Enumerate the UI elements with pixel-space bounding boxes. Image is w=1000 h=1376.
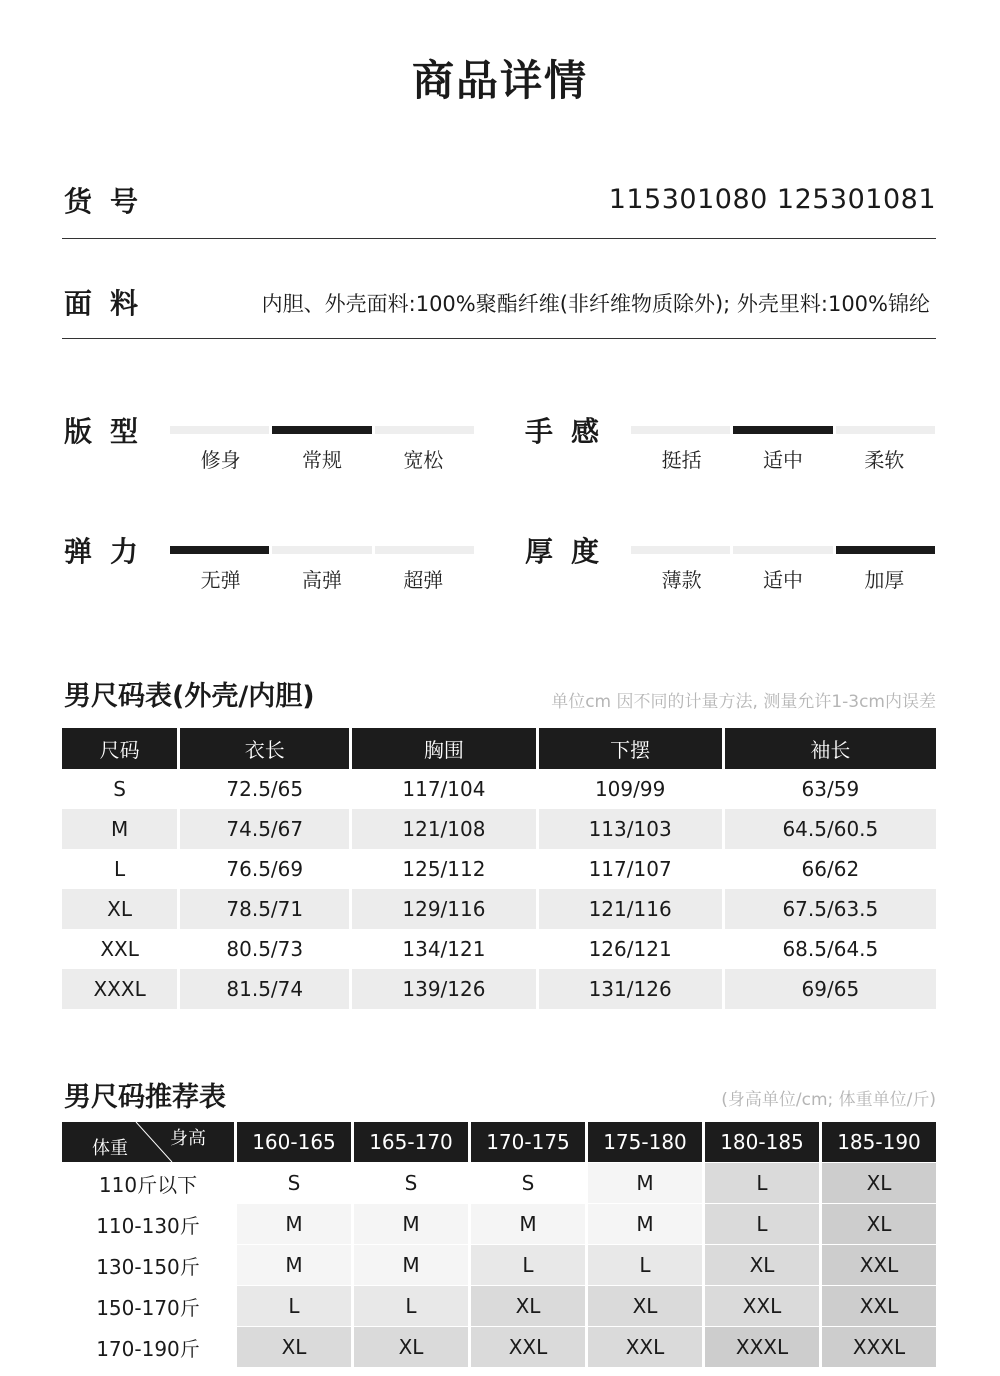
rec-size-cell: L xyxy=(237,1286,351,1326)
size-table-title: 男尺码表(外壳/内胆) xyxy=(64,681,315,712)
size-cell: XXXL xyxy=(62,969,177,1009)
scale-bar xyxy=(375,426,474,434)
page-title: 商品详情 xyxy=(411,56,588,105)
scale-label: 版型 xyxy=(64,415,157,448)
scale-bar-selected xyxy=(170,546,269,554)
scale-options xyxy=(631,564,935,593)
scale-option: 适中 xyxy=(762,568,803,592)
rec-size-cell: M xyxy=(354,1204,468,1244)
corner-weight-label: 体重 xyxy=(92,1138,128,1159)
rec-size-cell: XL xyxy=(471,1286,585,1326)
rec-size-cell: L xyxy=(588,1245,702,1285)
rec-size-cell: S xyxy=(354,1163,468,1203)
table-row xyxy=(62,929,936,969)
scale-bar xyxy=(631,426,730,434)
fabric-row xyxy=(62,280,936,339)
measure-cell: 117/104 xyxy=(402,777,486,801)
rec-size-cell: S xyxy=(237,1163,351,1203)
rec-size-cell: XL xyxy=(237,1327,351,1367)
table-row xyxy=(62,1286,936,1326)
fabric-value: 内胆、外壳面料:100%聚酯纤维(非纤维物质除外); 外壳里料:100%锦纶 xyxy=(261,292,930,316)
rec-size-cell: M xyxy=(354,1245,468,1285)
scale-option: 常规 xyxy=(301,448,342,472)
recommend-table xyxy=(59,1121,939,1368)
measure-cell: 117/107 xyxy=(588,857,672,881)
height-col-header: 160-165 xyxy=(237,1122,351,1162)
height-col-header: 180-185 xyxy=(705,1122,819,1162)
sku-row xyxy=(62,180,936,239)
thickness-scale xyxy=(523,530,935,600)
rec-size-cell: XL xyxy=(822,1163,936,1203)
size-table-note: 单位cm 因不同的计量方法, 测量允许1-3cm内误差 xyxy=(551,692,936,712)
elasticity-scale xyxy=(62,530,474,600)
scale-bar-track xyxy=(631,426,935,434)
table-row xyxy=(62,1245,936,1285)
table-row xyxy=(62,1327,936,1367)
rec-size-cell: S xyxy=(471,1163,585,1203)
measure-cell: 131/126 xyxy=(539,969,722,1009)
rec-size-cell: XXL xyxy=(822,1245,936,1285)
weight-cell: 130-150斤 xyxy=(62,1245,234,1285)
size-col-header: 尺码 xyxy=(62,728,177,769)
measure-cell: 109/99 xyxy=(594,777,666,801)
table-row xyxy=(62,809,936,849)
scale-bar xyxy=(272,546,371,554)
weight-cell: 150-170斤 xyxy=(62,1286,234,1326)
corner-header xyxy=(62,1122,234,1162)
measure-cell: 68.5/64.5 xyxy=(782,937,879,961)
scale-bar xyxy=(733,546,832,554)
table-row xyxy=(62,1163,936,1203)
rec-size-cell: L xyxy=(705,1163,819,1203)
measure-cell: 121/116 xyxy=(539,889,722,929)
size-cell: S xyxy=(113,777,126,801)
scale-bar xyxy=(631,546,730,554)
measure-cell: 129/116 xyxy=(352,889,535,929)
measure-cell: 139/126 xyxy=(352,969,535,1009)
measure-cell: 78.5/71 xyxy=(180,889,349,929)
weight-cell: 110-130斤 xyxy=(62,1204,234,1244)
height-col-header: 170-175 xyxy=(471,1122,585,1162)
scale-option: 加厚 xyxy=(864,568,905,592)
scale-bar-track xyxy=(631,546,935,554)
measure-cell: 113/103 xyxy=(539,809,722,849)
size-col-header: 下摆 xyxy=(539,728,722,769)
measure-cell: 74.5/67 xyxy=(180,809,349,849)
scale-option: 宽松 xyxy=(403,448,444,472)
scale-bar-selected xyxy=(733,426,832,434)
measure-cell: 69/65 xyxy=(725,969,936,1009)
size-cell: XL xyxy=(62,889,177,929)
scale-bar xyxy=(836,426,935,434)
size-col-header: 衣长 xyxy=(180,728,349,769)
feel-scale xyxy=(523,410,935,480)
diagonal-line xyxy=(62,1122,234,1162)
table-row xyxy=(62,969,936,1009)
weight-cell: 110斤以下 xyxy=(62,1163,234,1203)
scale-option: 柔软 xyxy=(864,448,905,472)
corner-height-label: 身高 xyxy=(170,1128,206,1149)
scale-option: 修身 xyxy=(200,448,241,472)
scale-option: 挺括 xyxy=(661,448,702,472)
measure-cell: 67.5/63.5 xyxy=(725,889,936,929)
table-row xyxy=(62,1204,936,1244)
scale-bar xyxy=(375,546,474,554)
size-table xyxy=(59,728,939,1009)
measure-cell: 76.5/69 xyxy=(226,857,304,881)
rec-size-cell: XXXL xyxy=(705,1327,819,1367)
table-row xyxy=(62,769,936,809)
rec-size-cell: M xyxy=(588,1163,702,1203)
measure-cell: 126/121 xyxy=(588,937,672,961)
height-col-header: 185-190 xyxy=(822,1122,936,1162)
table-row xyxy=(62,849,936,889)
sku-value: 115301080 125301081 xyxy=(608,184,936,215)
fabric-label: 面料 xyxy=(64,287,157,320)
measure-cell: 63/59 xyxy=(801,777,860,801)
rec-size-cell: XXL xyxy=(705,1286,819,1326)
scale-bar-selected xyxy=(836,546,935,554)
measure-cell: 80.5/73 xyxy=(226,937,304,961)
rec-size-cell: XL xyxy=(354,1327,468,1367)
scale-bar-track xyxy=(170,426,474,434)
weight-cell: 170-190斤 xyxy=(62,1327,234,1367)
scale-options xyxy=(170,564,474,593)
scale-label: 厚度 xyxy=(525,535,618,568)
rec-size-cell: XXXL xyxy=(822,1327,936,1367)
rec-size-cell: XL xyxy=(588,1286,702,1326)
rec-table-note: (身高单位/cm; 体重单位/斤) xyxy=(721,1090,936,1110)
size-col-header: 袖长 xyxy=(725,728,936,769)
rec-size-cell: XXL xyxy=(822,1286,936,1326)
scale-option: 高弹 xyxy=(301,568,342,592)
rec-size-cell: M xyxy=(588,1204,702,1244)
rec-size-cell: XL xyxy=(822,1204,936,1244)
scale-label: 手感 xyxy=(525,415,618,448)
measure-cell: 72.5/65 xyxy=(226,777,304,801)
scale-label: 弹力 xyxy=(64,535,157,568)
scale-bar-track xyxy=(170,546,474,554)
scale-option: 超弹 xyxy=(403,568,444,592)
sku-label: 货号 xyxy=(64,185,157,218)
scale-options xyxy=(170,444,474,473)
rec-size-cell: XXL xyxy=(471,1327,585,1367)
fit-scale xyxy=(62,410,474,480)
measure-cell: 121/108 xyxy=(352,809,535,849)
rec-size-cell: L xyxy=(705,1204,819,1244)
scale-bar xyxy=(170,426,269,434)
scale-option: 薄款 xyxy=(661,568,702,592)
measure-cell: 81.5/74 xyxy=(180,969,349,1009)
rec-size-cell: XL xyxy=(705,1245,819,1285)
scale-options xyxy=(631,444,935,473)
height-col-header: 175-180 xyxy=(588,1122,702,1162)
rec-size-cell: M xyxy=(471,1204,585,1244)
measure-cell: 134/121 xyxy=(402,937,486,961)
rec-size-cell: L xyxy=(471,1245,585,1285)
rec-size-cell: XXL xyxy=(588,1327,702,1367)
size-cell: M xyxy=(62,809,177,849)
rec-table-title: 男尺码推荐表 xyxy=(64,1082,226,1113)
scale-option: 适中 xyxy=(762,448,803,472)
size-cell: L xyxy=(114,857,126,881)
table-row xyxy=(62,889,936,929)
rec-size-cell: M xyxy=(237,1245,351,1285)
scale-option: 无弹 xyxy=(200,568,241,592)
size-cell: XXL xyxy=(100,937,139,961)
rec-size-cell: L xyxy=(354,1286,468,1326)
rec-size-cell: M xyxy=(237,1204,351,1244)
measure-cell: 66/62 xyxy=(801,857,860,881)
scale-bar-selected xyxy=(272,426,371,434)
height-col-header: 165-170 xyxy=(354,1122,468,1162)
size-col-header: 胸围 xyxy=(352,728,535,769)
measure-cell: 64.5/60.5 xyxy=(725,809,936,849)
measure-cell: 125/112 xyxy=(402,857,486,881)
